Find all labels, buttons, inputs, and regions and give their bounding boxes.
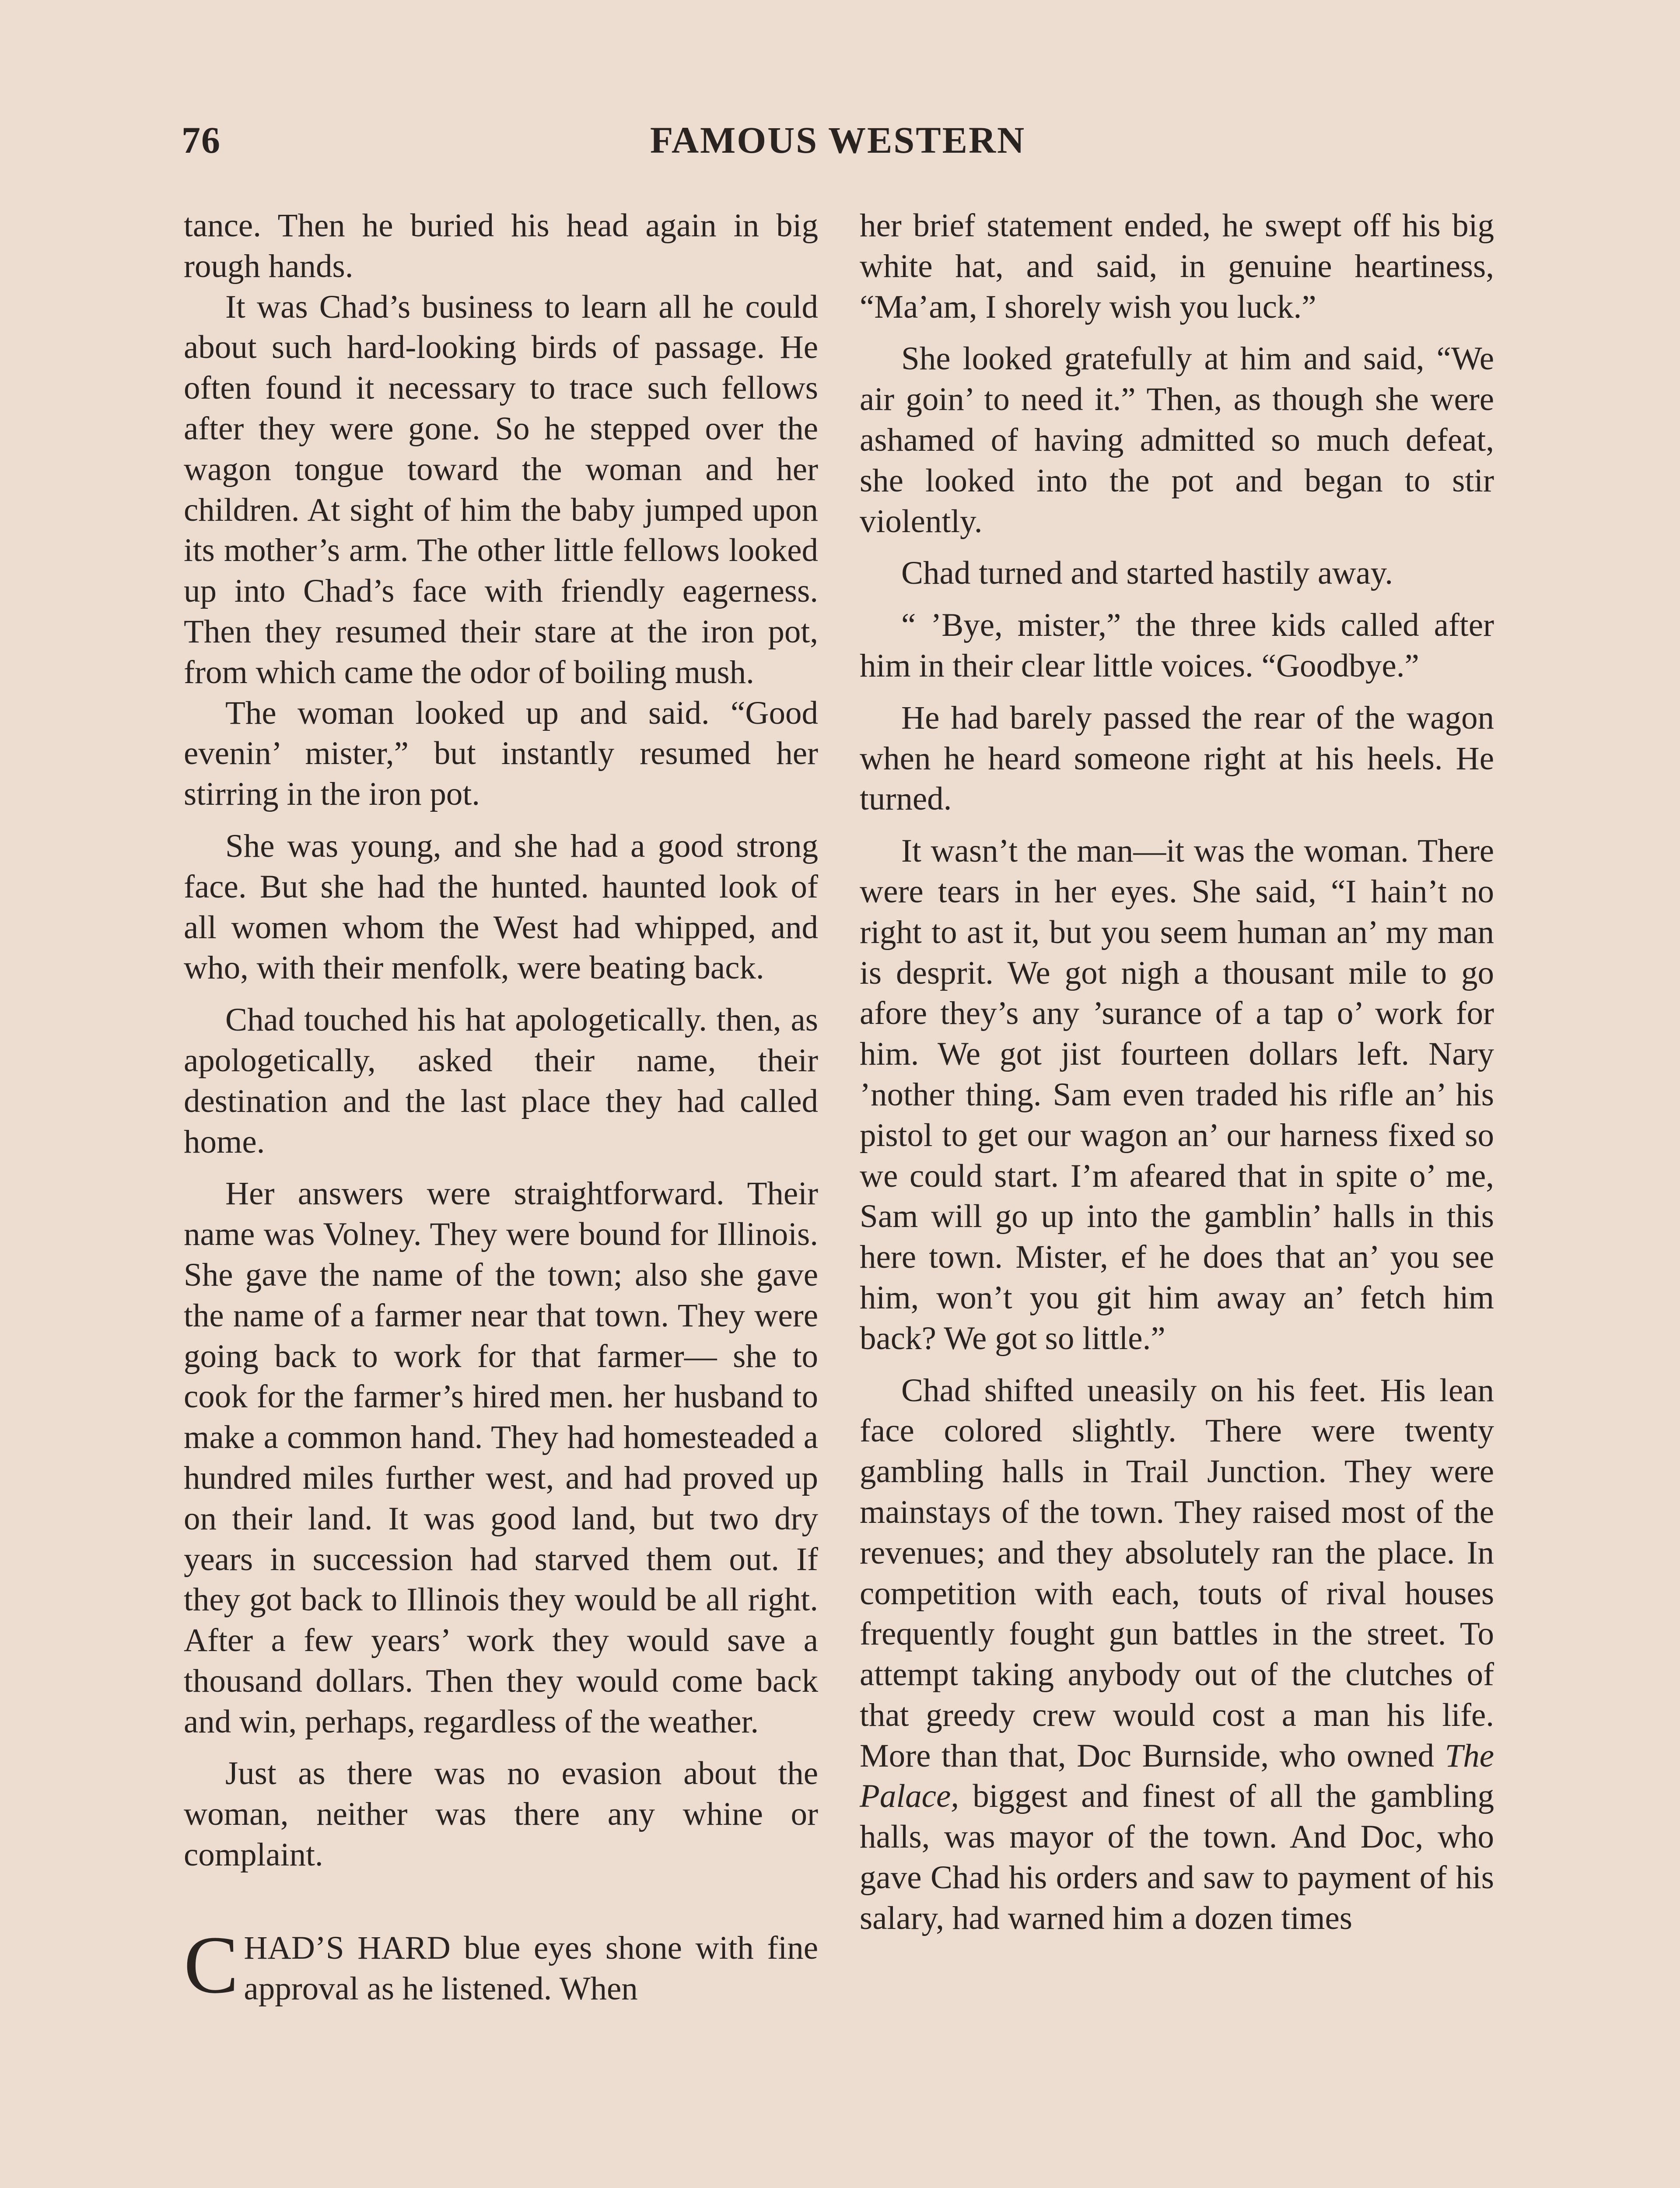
italic-title: The Palace, — [860, 1737, 1494, 1815]
paragraph: Her answers were straightforward. Their name was Volney. They were bound for Illinois. She gave the name of the town; also she gave the name of a farmer near that town. They were going back to work for that farmer— she to cook for the farmer’s hired men. her husband to make a common hand. They had homesteaded a hundred miles further west, and had proved up on their land. It was good land, but two dry years in succession had starved them out. If they got back to Illinois they would be all right. After a few years’ work they would save a thousand dollars. Then they would come back and win, perhaps, regardless of the weather. — [184, 1175, 818, 1740]
paragraph: It was Chad’s business to learn all he could about such hard-looking birds of passage. He often found it necessary to trace such fellows after they were gone. So he stepped over the wagon tongue toward the woman and her children. At sight of him the baby jumped upon its mother’s arm. The other little fellows looked up into Chad’s face with friendly eagerness. Then they resumed their stare at the iron pot, from which came the odor of boiling mush. — [184, 288, 818, 691]
paragraph: her brief statement ended, he swept off his big white hat, and said, in genuine heartiness, “Ma’am, I shorely wish you luck.” — [860, 207, 1494, 325]
paragraph: She looked gratefully at him and said, “We air goin’ to need it.” Then, as though she were ashamed of having admitted so much defeat, she looked into the pot and began to stir violently. — [860, 340, 1494, 540]
paragraph: Just as there was no evasion about the woman, neither was there any whine or complaint. — [184, 1755, 818, 1873]
left-column — [184, 206, 818, 2009]
small-caps-lead: HAD’S HARD — [244, 1929, 451, 1966]
section-start-paragraph — [184, 1918, 819, 2010]
paragraph: The woman looked up and said. “Good evenin’ mister,” but instantly resumed her stirring in the iron pot. — [184, 694, 818, 813]
page-number: 76 — [182, 119, 221, 161]
paragraph — [860, 1371, 1494, 1939]
page-header — [182, 118, 1494, 175]
drop-cap: C — [184, 1918, 239, 2010]
paragraph: She was young, and she had a good strong face. But she had the hunted. haunted look of all women whom the West had whipped, and who, with their menfolk, were beating back. — [184, 828, 818, 986]
paragraph: Chad turned and started hastily away. — [901, 555, 1393, 592]
paragraph: He had barely passed the rear of the wagon when he heard someone right at his heels. He turned. — [860, 699, 1494, 817]
running-title: FAMOUS WESTERN — [650, 119, 1026, 161]
paragraph: It wasn’t the man—it was the woman. There were tears in her eyes. She said, “I hain’t no right to ast it, but you seem human an’ my man is desprit. We got nigh a thousant mile to go afore they’s any ’surance of a tap o’ work for him. We got jist fourteen dollars left. Nary ’nother thing. Sam even traded his rifle an’ his pistol to get our wagon an’ our harness fixed so we could start. I’m afeared that in spite o’ me, Sam will go up into the gamblin’ halls in this here town. Mister, ef he does that an’ you see him, won’t you git him away an’ fetch him back? We got so little.” — [860, 833, 1494, 1357]
paragraph-text: biggest and finest of all the gambling halls, was mayor of the town. And Doc, who gave Chad his orders and saw to payment of his salary, had warned him a dozen times — [860, 1778, 1494, 1936]
right-column — [860, 206, 1494, 1939]
paragraph-text: blue eyes shone with fine approval as he listened. When — [244, 1929, 819, 2007]
paragraph: “ ’Bye, mister,” the three kids called after him in their clear little voices. “Goodbye.” — [860, 607, 1494, 684]
paragraph: tance. Then he buried his head again in big rough hands. — [184, 207, 818, 284]
paragraph: Chad touched his hat apologetically. then, as apologetically, asked their name, their destination and the last place they had called home. — [184, 1002, 818, 1160]
paragraph-text: Chad shifted uneasily on his feet. His lean face colored slightly. There were twenty gambling halls in Trail Junction. They were mainstays of the town. They raised most of the revenues; and they absolutely ran the place. In competition with each, touts of rival houses frequently fought gun battles in the street. To attempt taking anybody out of the clutches of that greedy crew would cost a man his life. More than that, Doc Burnside, who owned — [860, 1372, 1494, 1774]
